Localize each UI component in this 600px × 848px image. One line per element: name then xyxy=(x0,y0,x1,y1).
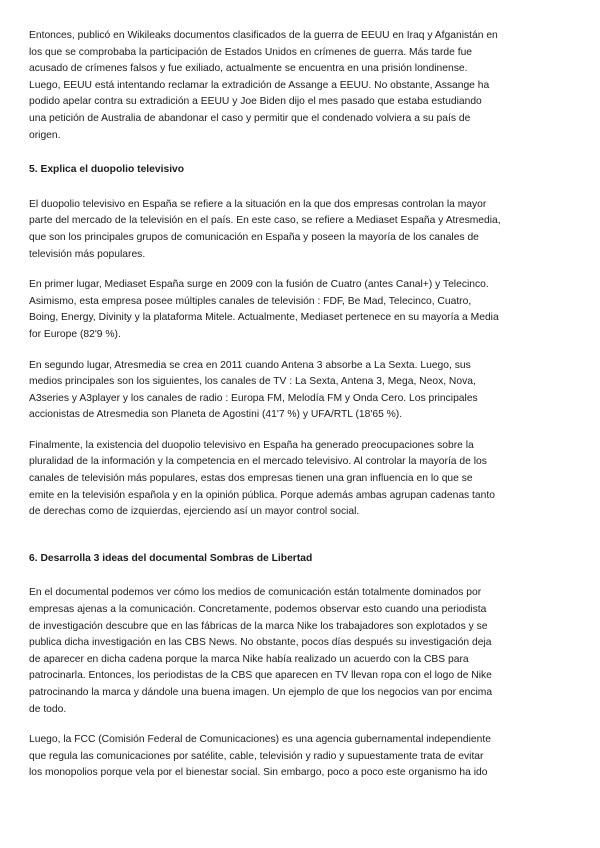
section-6-paragraph-1: En el documental podemos ver cómo los medios de comunicación están totalmente dominados por empresas ajenas a la comunicación. Concretamente, podemos observar esto cuando una periodista de investigación descubre que en las fábricas de la marca Nike los trabajadores son explotados y se publica dicha investigación en las CBS News. No obstante, pocos días después su investigación deja de aparecer en dicha cadena porque la marca Nike había realizado un acuerdo con la CBS para patrocinarla. Entonces, los periodistas de la CBS que aparecen en TV llevan ropa con el logo de Nike patrocinando la marca y dándole una buena imagen. Un ejemplo de que los negocios van por encima de todo. xyxy=(29,587,493,715)
section-5-paragraph-4: Finalmente, la existencia del duopolio televisivo en España ha generado preocupaciones sobre la pluralidad de la información y la competencia en el mercado televisivo. Al controlar la mayoría de los canales de televisión más populares, estas dos empresas tienen una gran influencia en lo que se emite en la televisión española y en la opinión pública. Porque además ambas agrupan cadenas tanto de derechas como de izquierdas, ejerciendo así un mayor control social. xyxy=(29,439,495,518)
section-6-paragraph-2: Luego, la FCC (Comisión Federal de Comunicaciones) es una agencia gubernamental independiente que regula las comunicaciones por satélite, cable, televisión y radio y supuestamente trata de evitar los monopolios porque vela por el bienestar social. Sin embargo, poco a poco este organismo ha ido xyxy=(29,734,491,779)
section-5-paragraph-1: El duopolio televisivo en España se refiere a la situación en la que dos empresas controlan la mayor parte del mercado de la televisión en el país. En este caso, se refiere a Mediaset España y Atresmedia, que son los principales grupos de comunicación en España y poseen la mayoría de los canales de televisión más populares. xyxy=(29,198,501,260)
section-5-heading: 5. Explica el duopolio televisivo xyxy=(29,164,185,176)
section-6-heading: 6. Desarrolla 3 ideas del documental Sombras de Libertad xyxy=(29,552,313,564)
document-page xyxy=(29,28,574,782)
section-5-paragraph-2: En primer lugar, Mediaset España surge en 2009 con la fusión de Cuatro (antes Canal+) y Telecinco. Asimismo, esta empresa posee múltiples canales de televisión : FDF, Be Mad, Telecinco, Cuatro, Boing, Energy, Divinity y la plataforma Mitele. Actualmente, Mediaset pertenece en su mayoría a Media for Europe (82'9 %). xyxy=(29,279,499,340)
section-5-paragraph-3: En segundo lugar, Atresmedia se crea en 2011 cuando Antena 3 absorbe a La Sexta. Luego, sus medios principales son los siguientes, los canales de TV : La Sexta, Antena 3, Mega, Neox, Nova, A3series y A3player y los canales de radio : Europa FM, Melodía FM y Onda Cero. Los principales accionistas de Atresmedia son Planeta de Agostini (41'7 %) y UFA/RTL (18'65 %). xyxy=(29,359,478,421)
intro-paragraph: Entonces, publicó en Wikileaks documentos clasificados de la guerra de EEUU en Iraq y Afganistán en los que se comprobaba la participación de Estados Unidos en crímenes de guerra. Más tarde fue acusado de crímenes falsos y fue exiliado, actualmente se encuentra en una prisión londinense. Luego, EEUU está intentando reclamar la extradición de Assange a EEUU. No obstante, Assange ha podido apelar contra su extradición a EEUU y Joe Biden dijo el mes pasado que estaba estudiando una petición de Australia de abandonar el caso y permitir que el condenado volviera a su país de origen. xyxy=(29,30,498,141)
